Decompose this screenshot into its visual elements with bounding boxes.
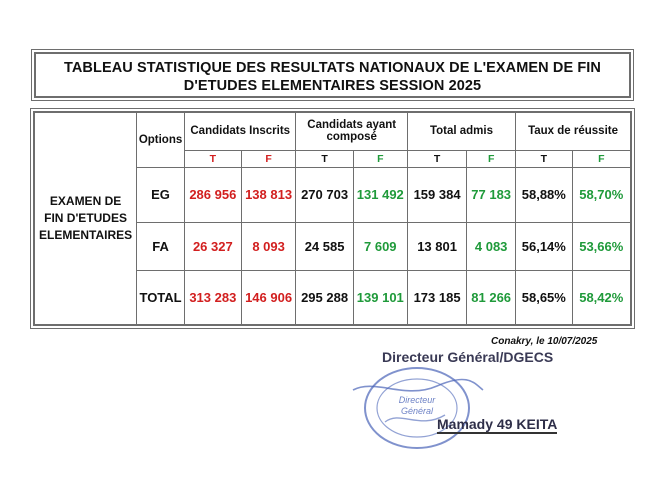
exam-row-label: EXAMEN DE FIN D'ETUDES ELEMENTAIRES: [34, 112, 137, 325]
inscrits-t-cell: 286 956: [184, 167, 241, 222]
inscrits-f-cell: 8 093: [241, 222, 296, 270]
admis-f-cell: 81 266: [467, 270, 516, 325]
signatory-title: Directeur Général/DGECS: [382, 349, 554, 365]
admis-f-cell: 4 083: [467, 222, 516, 270]
official-stamp: [345, 360, 485, 450]
inscrits-t-cell: 26 327: [184, 222, 241, 270]
inscrits-t-cell: 313 283: [184, 270, 241, 325]
admis-t-cell: 13 801: [407, 222, 466, 270]
title-line-1: TABLEAU STATISTIQUE DES RESULTATS NATIONAUX DE L'EXAMEN DE FIN: [63, 60, 602, 76]
results-table: [33, 111, 632, 326]
admis-t-header: T: [407, 150, 466, 167]
inscrits-f-header: F: [241, 150, 296, 167]
compose-t-cell: 270 703: [296, 167, 353, 222]
taux-t-header: T: [516, 150, 572, 167]
taux-f-cell: 58,70%: [572, 167, 631, 222]
taux-f-cell: 53,66%: [572, 222, 631, 270]
options-header: Options: [137, 112, 185, 167]
header-row: [34, 112, 631, 150]
inscrits-f-cell: 138 813: [241, 167, 296, 222]
inscrits-t-header: T: [184, 150, 241, 167]
compose-f-header: F: [353, 150, 407, 167]
compose-f-cell: 131 492: [353, 167, 407, 222]
document-date: Conakry, le 10/07/2025: [491, 336, 598, 347]
taux-header: Taux de réussite: [516, 112, 631, 150]
inscrits-f-cell: 146 906: [241, 270, 296, 325]
svg-text:Général: Général: [400, 406, 434, 416]
inscrits-header: Candidats Inscrits: [184, 112, 296, 150]
option-cell: EG: [137, 167, 185, 222]
admis-t-cell: 173 185: [407, 270, 466, 325]
admis-t-cell: 159 384: [407, 167, 466, 222]
admis-f-header: F: [467, 150, 516, 167]
admis-f-cell: 77 183: [467, 167, 516, 222]
signatory-name: Mamady 49 KEITA: [437, 416, 558, 432]
option-cell: FA: [137, 222, 185, 270]
document-title: [34, 52, 631, 98]
compose-t-cell: 24 585: [296, 222, 353, 270]
svg-text:Directeur: Directeur: [398, 395, 436, 405]
taux-t-cell: 56,14%: [516, 222, 572, 270]
compose-t-cell: 295 288: [296, 270, 353, 325]
taux-t-cell: 58,65%: [516, 270, 572, 325]
option-cell: TOTAL: [137, 270, 185, 325]
taux-f-header: F: [572, 150, 631, 167]
compose-header: Candidats ayant composé: [296, 112, 407, 150]
compose-t-header: T: [296, 150, 353, 167]
title-line-2: D'ETUDES ELEMENTAIRES SESSION 2025: [183, 78, 482, 94]
compose-f-cell: 7 609: [353, 222, 407, 270]
taux-f-cell: 58,42%: [572, 270, 631, 325]
taux-t-cell: 58,88%: [516, 167, 572, 222]
admis-header: Total admis: [407, 112, 515, 150]
compose-f-cell: 139 101: [353, 270, 407, 325]
